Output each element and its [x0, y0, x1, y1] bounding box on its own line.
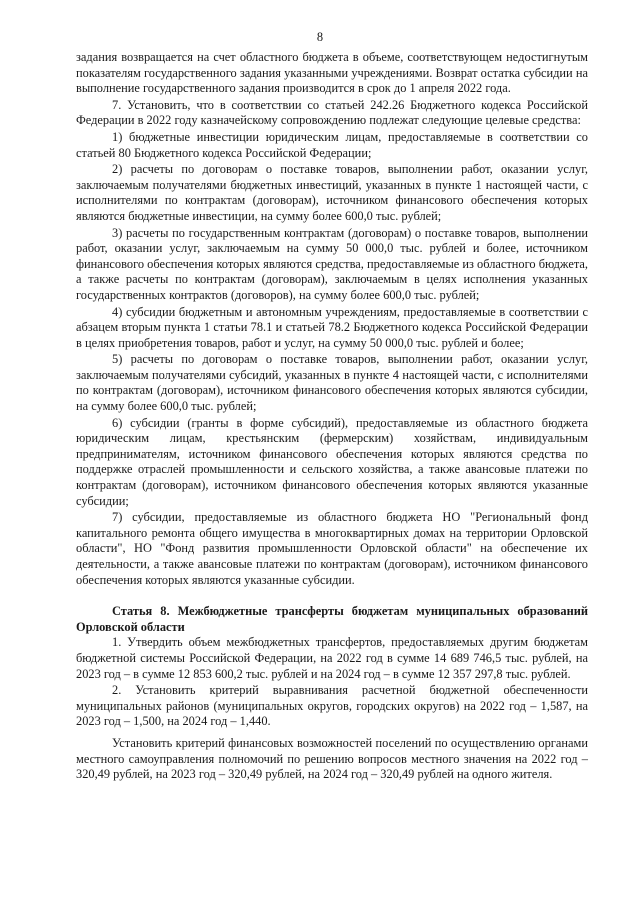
article-paragraph-2: 2. Установить критерий выравнивания расчетной бюджетной обеспеченности муниципальных районов (муниципальных округов, городских округов) на 2022 год – 1,587, на 2023 год – 1,500, на 2024 год – 1,440.: [76, 683, 588, 729]
page-number: 8: [316, 30, 324, 44]
list-item-1: 1) бюджетные инвестиции юридическим лицам, предоставляемые в соответствии со статьей 80 Бюджетного кодекса Российской Федерации;: [76, 129, 588, 160]
list-item-3: 3) расчеты по государственным контрактам (договорам) о поставке товаров, выполнении работ, оказании услуг, заключаемым на сумму 50 000,0 тыс. рублей и более, источником финансового обеспечения которых являются средства, предоставляемые из областного бюджета, а также расчеты по контрактам (договорам), заключаемым в целях исполнения указанных государственных контрактов (договоров), на сумму более 600,0 тыс. рублей;: [76, 225, 588, 302]
list-item-5: 5) расчеты по договорам о поставке товаров, выполнении работ, оказании услуг, заключаемым получателями субсидий, указанных в пункте 4 настоящей части, с исполнителями по контрактам (договорам), источником финансового обеспечения которых являются субсидии, на сумму более 600,0 тыс. рублей;: [76, 352, 588, 414]
list-item-4: 4) субсидии бюджетным и автономным учреждениям, предоставляемые в соответствии с абзацем вторым пункта 1 статьи 78.1 и статьей 78.2 Бюджетного кодекса Российской Федерации в целях приобретения товаров, работ и услуг, на сумму 50 000,0 тыс. рублей и более;: [76, 304, 588, 350]
article-paragraph-3: Установить критерий финансовых возможностей поселений по осуществлению органами местного самоуправления полномочий по решению вопросов местного значения на 2022 год – 320,49 рублей, на 2023 год – 320,49 рублей, на 2024 год – 320,49 рублей на одного жителя.: [76, 735, 588, 782]
article-heading: Статья 8. Межбюджетные трансферты бюджетам муниципальных образований Орловской области: [76, 604, 588, 634]
paragraph-item-7: 7. Установить, что в соответствии со статьей 242.26 Бюджетного кодекса Российской Федерации в 2022 году казначейскому сопровождению подлежат следующие целевые средства:: [76, 97, 588, 128]
article-paragraph-1: 1. Утвердить объем межбюджетных трансфертов, предоставляемых другим бюджетам бюджетной системы Российской Федерации, на 2022 год в сумме 14 689 746,5 тыс. рублей, на 2023 год – в сумме 12 853 600,2 тыс. рублей и на 2024 год – в сумме 12 357 297,8 тыс. рублей.: [76, 635, 588, 681]
list-item-7: 7) субсидии, предоставляемые из областного бюджета НО "Региональный фонд капитального ремонта общего имущества в многоквартирных домах на территории Орловской области", НО "Фонд развития промышленности Орловской области" на обеспечение их деятельности, а также авансовые платежи по контрактам (договорам), источником финансового обеспечения которых являются указанные субсидии.: [76, 510, 588, 587]
list-item-6: 6) субсидии (гранты в форме субсидий), предоставляемые из областного бюджета юридическим лицам, крестьянским (фермерским) хозяйствам, индивидуальным предпринимателям, источником финансового обеспечения которых являются средства по поддержке отраслей промышленности и сельского хозяйства, а также авансовые платежи по контрактам (договорам), источником финансового обеспечения которых являются указанные субсидии;: [76, 415, 588, 508]
list-item-2: 2) расчеты по договорам о поставке товаров, выполнении работ, оказании услуг, заключаемым получателями бюджетных инвестиций, указанных в пункте 1 настоящей части, с исполнителями по контрактам (договорам), источником финансового обеспечения которых являются бюджетные инвестиции, на сумму более 600,0 тыс. рублей;: [76, 162, 588, 223]
paragraph-continuation: задания возвращается на счет областного бюджета в объеме, соответствующем недостигнутым показателям государственного задания указанными учреждениями. Возврат остатка субсидии на выполнение государственного задания производится в срок до 1 апреля 2022 года.: [76, 50, 588, 96]
document-body: [76, 50, 588, 783]
